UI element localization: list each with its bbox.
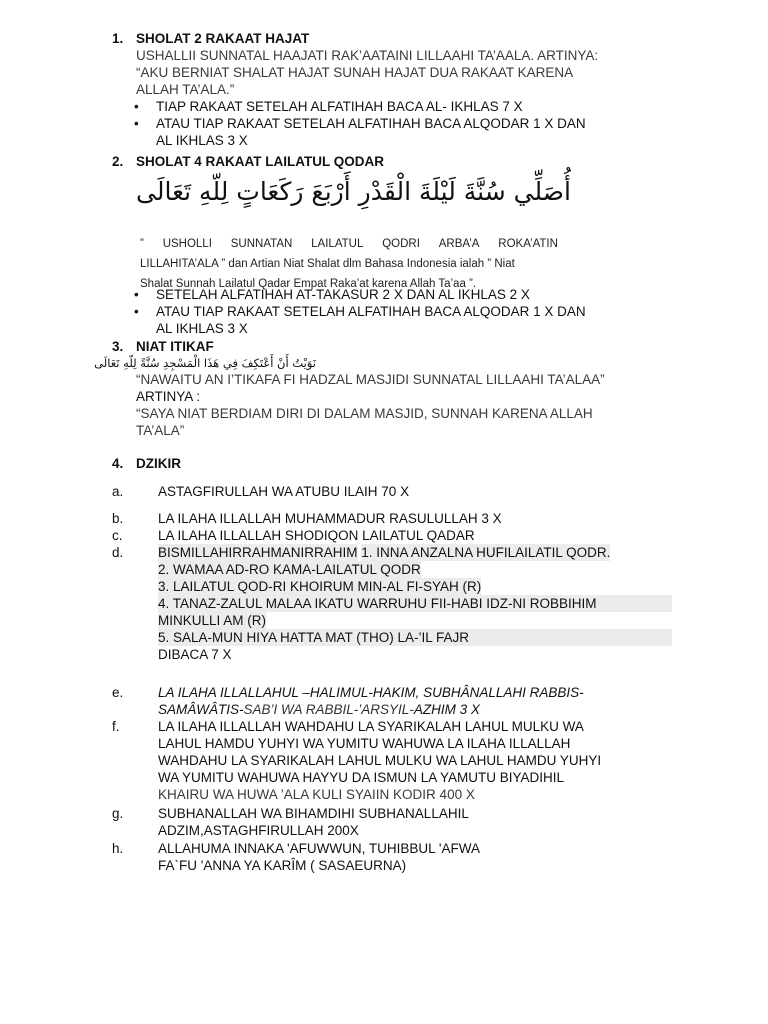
section-sholat-hajat	[112, 30, 692, 149]
surah-verse: 1. INNA ANZALNA HUFILAILATIL QODR.	[361, 545, 611, 560]
dzikir-item-d	[112, 544, 672, 663]
transliteration-line: Shalat Sunnah Lailatul Qadar Empat Raka’at karena Allah Ta’aa ”.	[140, 278, 477, 290]
section-title: DZIKIR	[136, 456, 181, 471]
surah-verse: 5. SALA-MUN HIYA HATTA MAT (THO) LA-’IL FAJR	[158, 629, 672, 646]
bullet-list	[156, 286, 692, 337]
transliteration-line: ” USHOLLI SUNNATAN LAILATUL QODRI ARBA’A ROKA’ATIN	[140, 238, 558, 250]
bullet-item: • SETELAH ALFATIHAH AT-TAKASUR 2 X DAN AL IKHLAS 2 X	[156, 286, 692, 303]
item-text: LA ILAHA ILLALLAH WAHDAHU LA SYARIKALAH LAHUL MULKU WA	[158, 719, 584, 734]
section-lailatul-qodar-bullets	[112, 286, 692, 337]
arabic-niat: نَوَيْتُ أَنْ أَعْتَكِفَ فِي هَذَا الْمَسْجِدِ سُنَّةً لِلّهِ تَعَالَى	[94, 356, 316, 370]
section-lailatul-qodar	[112, 153, 692, 294]
section-number: 3.	[112, 339, 124, 354]
item-text: LAHUL HAMDU YUHYI WA YUMITU WAHUWA LA ILAHA ILLALLAH	[158, 736, 571, 751]
dzikir-item-h	[112, 840, 672, 874]
transliteration-block	[140, 234, 692, 294]
section-number: 1.	[112, 31, 124, 46]
dzikir-item-e	[112, 684, 672, 718]
niat-line: “AKU BERNIAT SHALAT HAJAT SUNAH HAJAT DUA RAKAAT KARENA	[136, 65, 574, 80]
item-text: WAHDAHU LA SYARIKALAH LAHUL MULKU WA LAHUL HAMDU YUHYI	[158, 753, 602, 768]
item-text: SUBHANALLAH WA BIHAMDIHI SUBHANALLAHIL	[158, 806, 469, 821]
item-letter: g.	[112, 806, 124, 821]
transliteration-line: LILLAHITA’ALA ” dan Artian Niat Shalat dlm Bahasa Indonesia ialah ” Niat	[140, 258, 515, 270]
dzikir-item-a	[112, 483, 672, 500]
dzikir-item-b	[112, 510, 672, 527]
surah-verse: 3. LAILATUL QOD-RI KHOIRUM MIN-AL FI-SYAH (R)	[158, 579, 482, 594]
item-text: WA YUMITU WAHUWA HAYYU DA ISMUN LA YAMUTU BIYADIHIL	[158, 770, 565, 785]
item-text: LA ILAHA ILLALLAH SHODIQON LAILATUL QADAR	[158, 528, 475, 543]
bullet-item: • TIAP RAKAAT SETELAH ALFATIHAH BACA AL- IKHLAS 7 X	[156, 98, 692, 115]
dzikir-item-f	[112, 718, 672, 803]
niat-line: USHALLII SUNNATAL HAAJATI RAK’AATAINI LILLAAHI TA’AALA. ARTINYA:	[136, 48, 599, 63]
repeat-count: DIBACA 7 X	[158, 647, 232, 662]
artinya-label: ARTINYA :	[136, 389, 201, 404]
latin-niat: “NAWAITU AN I’TIKAFA FI HADZAL MASJIDI SUNNATAL LILLAAHI TA’ALAA”	[136, 372, 605, 387]
item-letter: b.	[112, 511, 124, 526]
meaning-line: “SAYA NIAT BERDIAM DIRI DI DALAM MASJID, SUNNAH KARENA ALLAH	[136, 406, 593, 421]
item-text: ASTAGFIRULLAH WA ATUBU ILAIH 70 X	[158, 484, 410, 499]
section-number: 4.	[112, 456, 124, 471]
item-text: ALLAHUMA INNAKA 'AFUWWUN, TUHIBBUL 'AFWA	[158, 841, 480, 856]
section-number: 2.	[112, 154, 124, 169]
item-text: FA`FU 'ANNA YA KARÎM ( SASAEURNA)	[158, 858, 407, 873]
item-text: SAMÂWÂTIS-SAB’I WA RABBIL-’ARSYIL-AZHIM 3 X	[158, 702, 480, 717]
item-letter: h.	[112, 841, 124, 856]
dzikir-item-c	[112, 527, 672, 544]
item-letter: e.	[112, 685, 124, 700]
item-text: LA ILAHA ILLALLAH MUHAMMADUR RASULULLAH 3 X	[158, 511, 502, 526]
item-letter: c.	[112, 528, 123, 543]
section-title: SHOLAT 2 RAKAAT HAJAT	[136, 31, 310, 46]
item-text: LA ILAHA ILLALLAHUL –HALIMUL-HAKIM, SUBHÂNALLAHI RABBIS-	[158, 685, 584, 700]
section-niat-itikaf	[94, 338, 692, 439]
item-letter: a.	[112, 484, 124, 499]
bullet-item: • ATAU TIAP RAKAAT SETELAH ALFATIHAH BACA ALQODAR 1 X DAN AL IKHLAS 3 X	[156, 303, 692, 337]
item-letter: f.	[112, 719, 120, 734]
item-letter: d.	[112, 545, 124, 560]
surah-verse: MINKULLI AM (R)	[158, 613, 267, 628]
section-dzikir	[112, 455, 692, 472]
niat-line: ALLAH TA’ALA.”	[136, 82, 235, 97]
surah-verse: 4. TANAZ-ZALUL MALAA IKATU WARRUHU FII-HABI IDZ-NI ROBBIHIM	[158, 595, 672, 612]
dzikir-item-g	[112, 805, 672, 839]
bullet-item: • ATAU TIAP RAKAAT SETELAH ALFATIHAH BACA ALQODAR 1 X DAN AL IKHLAS 3 X	[156, 115, 692, 149]
arabic-niat: أُصَلِّي سُنَّةَ لَيْلَةَ الْقَدْرِ أَرْبَعَ رَكَعَاتٍ لِلّهِ تَعَالَى	[136, 177, 571, 206]
surah-verse: 2. WAMAA AD-RO KAMA-LAILATUL QODR	[158, 562, 421, 577]
item-text: ADZIM,ASTAGHFIRULLAH 200X	[158, 823, 359, 838]
section-title: NIAT ITIKAF	[136, 339, 214, 354]
item-text: BISMILLAHIRRAHMANIRRAHIM	[158, 545, 358, 560]
section-title: SHOLAT 4 RAKAAT LAILATUL QODAR	[136, 154, 384, 169]
item-text: KHAIRU WA HUWA ’ALA KULI SYAIIN KODIR 400 X	[158, 787, 475, 802]
bullet-list	[156, 98, 692, 149]
meaning-line: TA’ALA”	[136, 423, 185, 438]
